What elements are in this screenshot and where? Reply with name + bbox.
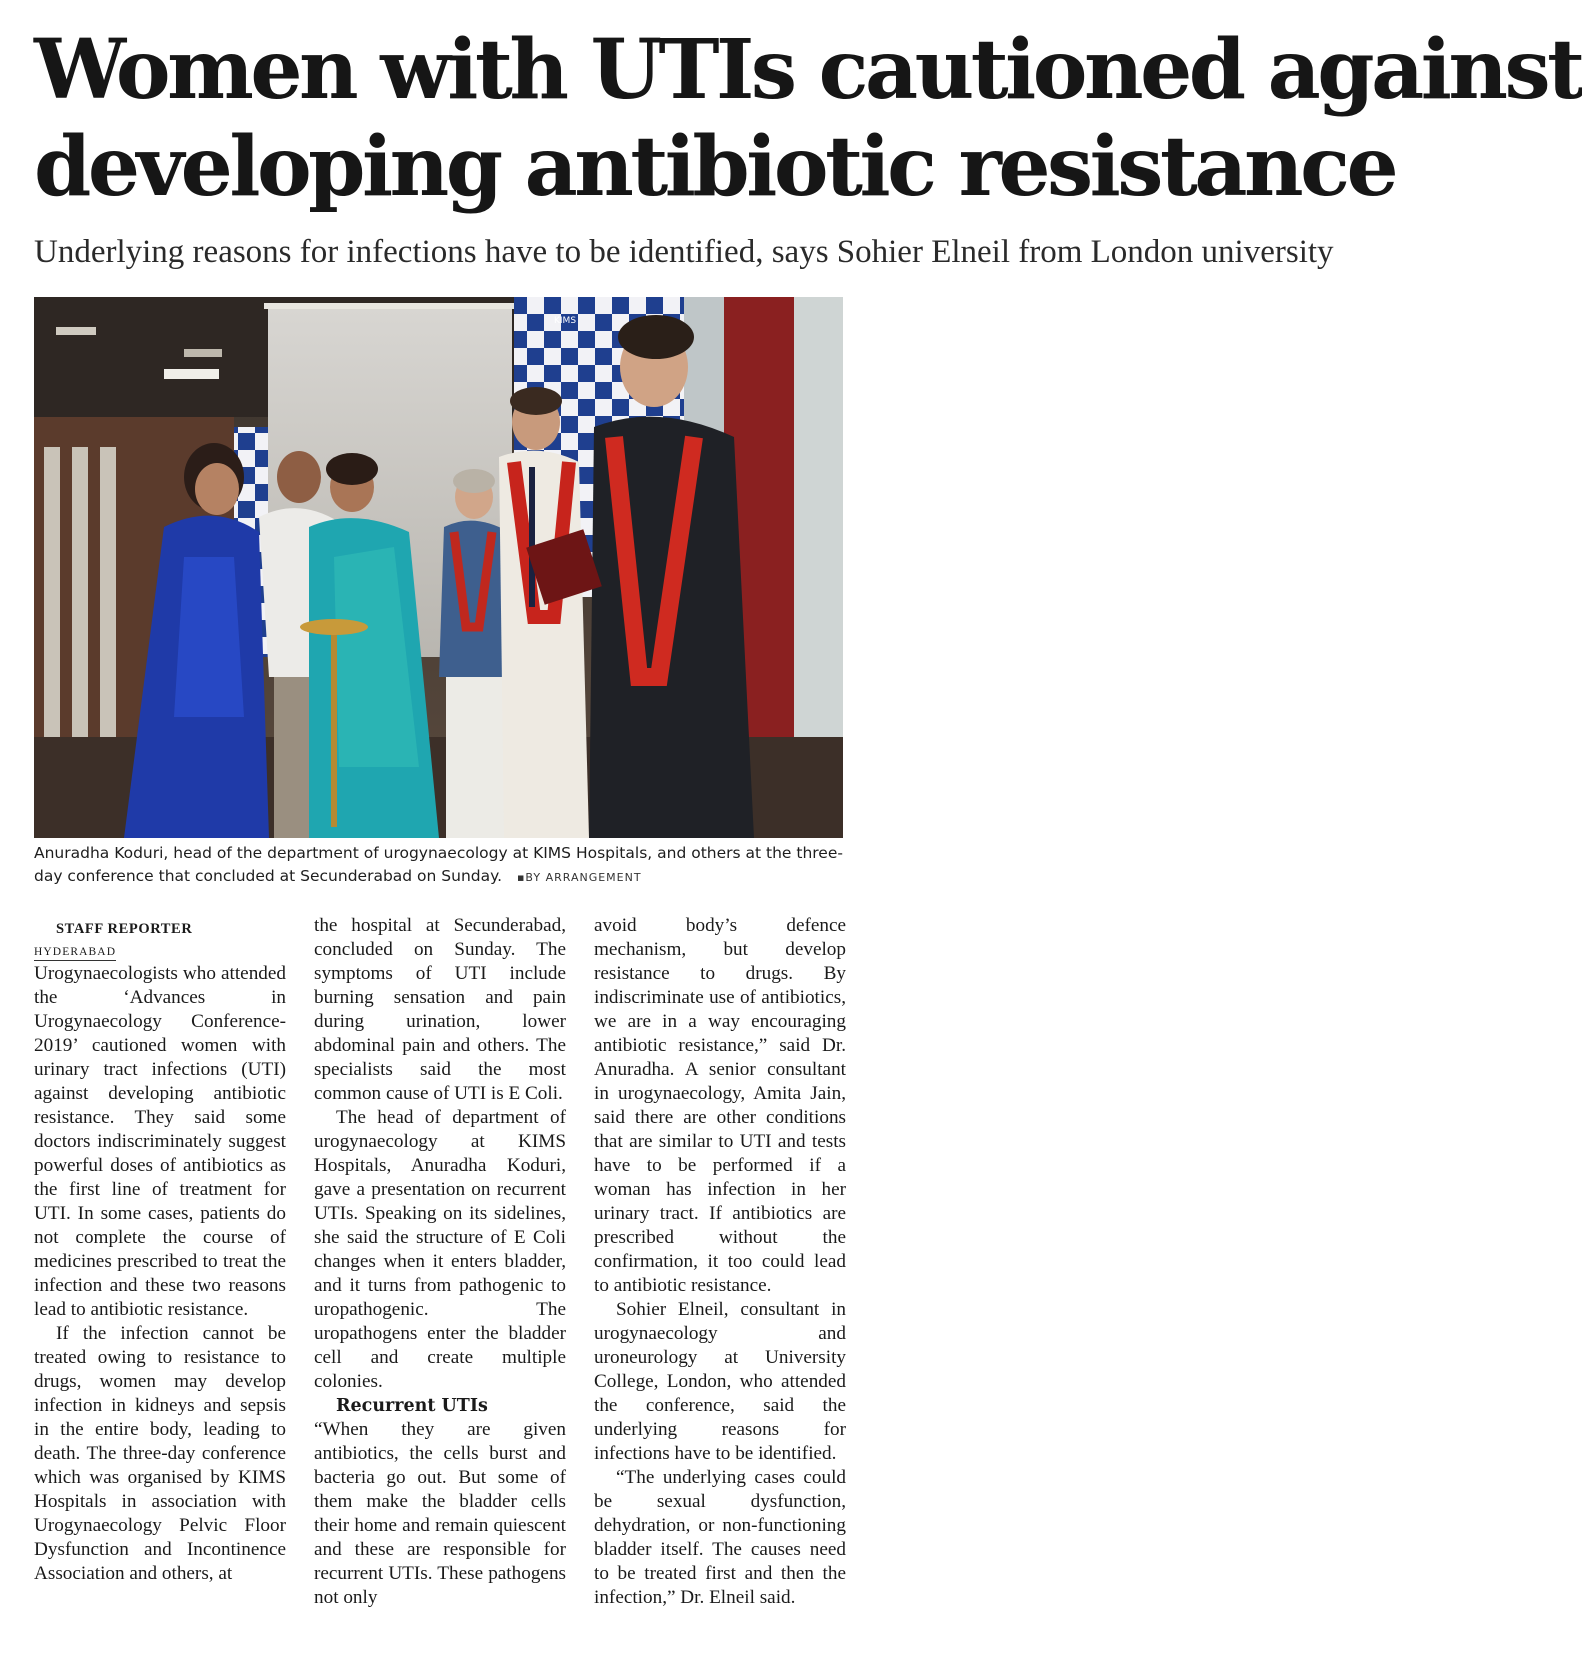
article-paragraph: If the infection cannot be treated owing to resistance to drugs, women may develop infection in kidneys and sepsis in the entire body, leading to death. The three-day conference which was organised by KIMS Hospitals in association with Urogynaecology Pelvic Floor Dysfunction and Incontinence Association and others, at <box>34 1323 286 1584</box>
article-column-3 <box>594 914 846 1610</box>
headline-line-2: developing antibiotic resistance <box>34 119 1396 215</box>
article-paragraph: avoid body’s defence mechanism, but develop resistance to drugs. By indiscriminate use of antibiotics, we are in a way encouraging antibiotic resistance,” said Dr. Anuradha. A senior consultant in urogynaecology, Amita Jain, said there are other conditions that are similar to UTI and tests have to be performed if a woman has infection in her urinary tract. If antibiotics are prescribed without the confirmation, it too could lead to antibiotic resistance. <box>594 915 846 1296</box>
brass-lamp <box>331 627 337 827</box>
subheadline: Underlying reasons for infections have to be identified, says Sohier Elneil from London university <box>34 234 1334 270</box>
ceiling-light <box>164 369 219 379</box>
article-column-1 <box>34 920 286 1586</box>
headline-line-1: Women with UTIs cautioned against <box>34 22 1582 118</box>
headline <box>34 22 1582 216</box>
article-paragraph: “When they are given antibiotics, the cells burst and bacteria go out. But some of them make the bladder cells their home and remain quiescent and these are responsible for recurrent UTIs. These pathogens not only <box>314 1419 566 1608</box>
article-paragraph: Sohier Elneil, consultant in urogynaecology and uroneurology at University College, London, who attended the conference, said the underlying reasons for infections have to be identified. <box>594 1299 846 1464</box>
article-paragraph: “The underlying cases could be sexual dysfunction, dehydration, or non-functioning bladder itself. The causes need to be treated first and then the infection,” Dr. Elneil said. <box>594 1467 846 1608</box>
caption-text: Anuradha Koduri, head of the department of urogynaecology at KIMS Hospitals, and others at the three-day conference that concluded at Secunderabad on Sunday. <box>34 844 843 885</box>
dateline: HYDERABAD <box>34 945 116 961</box>
byline: STAFF REPORTER <box>56 921 193 937</box>
article-subheading: Recurrent UTIs <box>336 1396 488 1416</box>
article-column-2 <box>314 914 566 1610</box>
article-paragraph: Urogynaecologists who attended the ‘Advances in Urogynaecology Conference-2019’ cautioned women with urinary tract infections (UTI) against developing antibiotic resistance. They said some doctors indiscriminately suggest powerful doses of antibiotics as the first line of treatment for UTI. In some cases, patients do not complete the course of medicines prescribed to treat the infection and these two reasons lead to antibiotic resistance. <box>34 963 286 1320</box>
banner-text: KIMS <box>554 316 577 326</box>
article-paragraph: The head of department of urogynaecology at KIMS Hospitals, Anuradha Koduri, gave a presentation on recurrent UTIs. Speaking on its sidelines, she said the structure of E Coli changes when it enters bladder, and it turns from pathogenic to uropathogenic. The uropathogens enter the bladder cell and create multiple colonies. <box>314 1107 566 1392</box>
news-photo <box>34 297 843 838</box>
photo-caption <box>34 842 854 889</box>
person-5 <box>499 451 589 838</box>
article-paragraph: the hospital at Secunderabad, concluded on Sunday. The symptoms of UTI include burning sensation and pain during urination, lower abdominal pain and others. The specialists said the most common cause of UTI is E Coli. <box>314 915 566 1104</box>
photo-credit: ▪ BY ARRANGEMENT <box>517 871 642 884</box>
